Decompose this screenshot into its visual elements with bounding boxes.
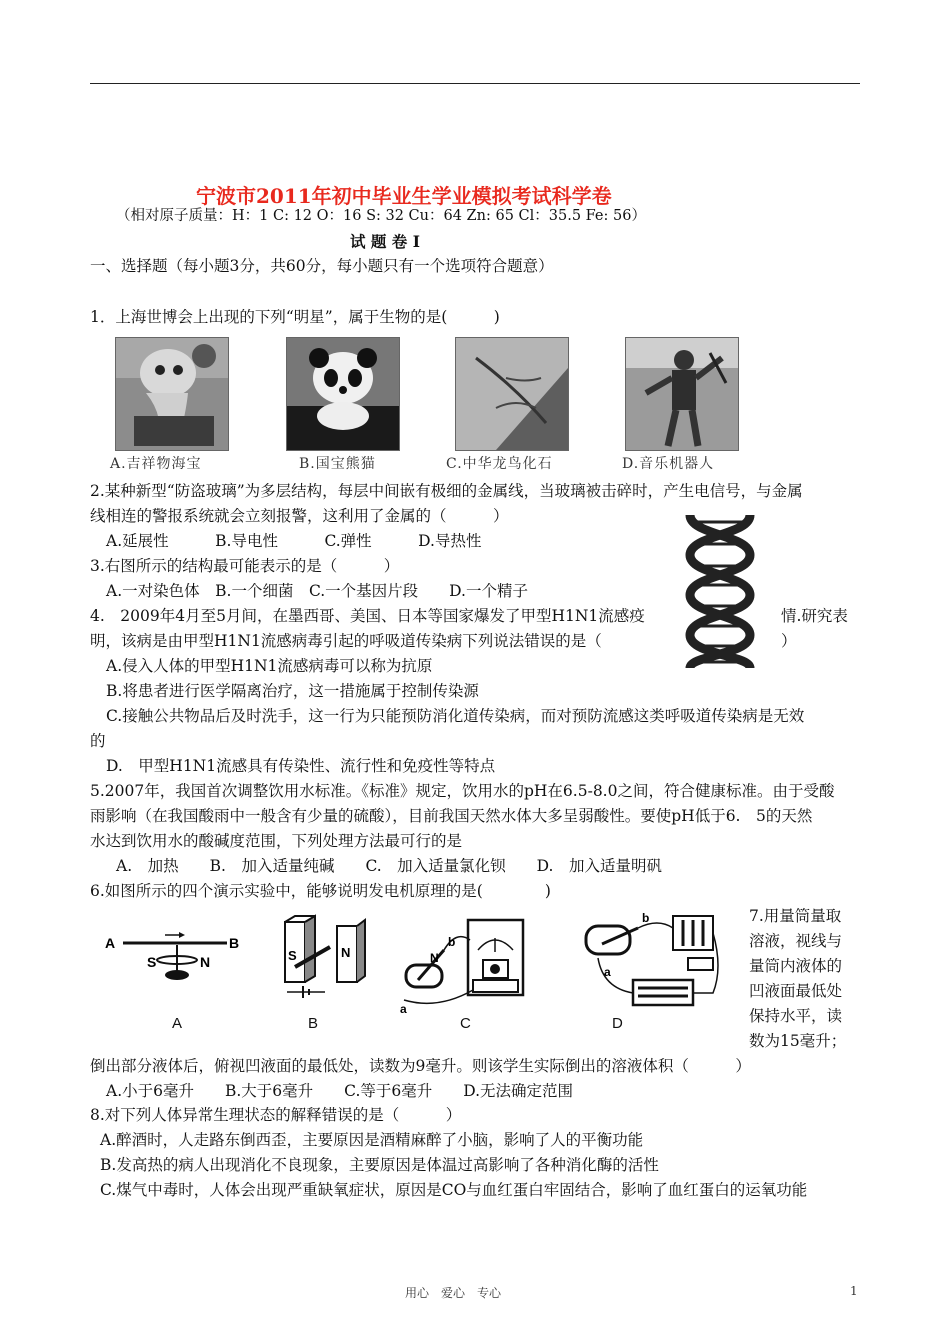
q5-line1: 5.2007年，我国首次调整饮用水标准。《标准》规定，饮用水的pH在6.5-8.0之间，符合健康标准。由于受酸 bbox=[90, 782, 835, 800]
experiment-d-label-b: b bbox=[642, 911, 650, 925]
experiment-label-a: A bbox=[172, 1015, 183, 1032]
q5-options: A. 加热 B. 加入适量纯碱 C. 加入适量氯化钡 D. 加入适量明矾 bbox=[116, 857, 662, 875]
q5-line2: 雨影响（在我国酸雨中一般含有少量的硫酸），目前我国天然水体大多呈弱酸性。要使pH低于6. 5的天然 bbox=[90, 807, 813, 825]
q4-line1b: 情.研究表 bbox=[781, 607, 848, 625]
q2-line2: 线相连的警报系统就会立刻报警，这利用了金属的（ ） bbox=[90, 507, 509, 525]
experiment-d-figure bbox=[578, 908, 728, 1018]
q2-options: A.延展性 B.导电性 C.弹性 D.导热性 bbox=[106, 532, 482, 550]
q8-option-c: C.煤气中毒时，人体会出现严重缺氧症状，原因是CO与血红蛋白牢固结合，影响了血红蛋白的运氧功能 bbox=[100, 1181, 808, 1199]
q3-options: A.一对染色体 B.一个细菌 C.一个基因片段 D.一个精子 bbox=[106, 582, 528, 600]
experiment-a-label-a: A bbox=[105, 935, 116, 951]
q8-option-a: A.醉酒时，人走路东倒西歪，主要原因是酒精麻醉了小脑，影响了人的平衡功能 bbox=[100, 1131, 644, 1149]
experiment-label-c: C bbox=[460, 1015, 471, 1032]
q1-caption-b: B.国宝熊猫 bbox=[299, 456, 376, 472]
q4-option-a: A.侵入人体的甲型H1N1流感病毒可以称为抗原 bbox=[106, 657, 433, 675]
experiment-label-d: D bbox=[612, 1015, 623, 1032]
q4-option-c-line2: 的 bbox=[90, 732, 106, 750]
q2-line1: 2.某种新型“防盗玻璃”为多层结构，每层中间嵌有极细的金属线，当玻璃被击碎时，产生电信号，与金属 bbox=[90, 482, 803, 500]
mascot-haibao-photo bbox=[115, 337, 229, 451]
experiment-a-label-n: N bbox=[200, 954, 211, 970]
q7-side-3: 量筒内液体的 bbox=[749, 957, 843, 975]
q7-side-1: 7.用量筒量取 bbox=[749, 907, 842, 925]
experiment-a-label-s: S bbox=[147, 954, 157, 970]
exam-title: 宁波市2011年初中毕业生学业模拟考试科学卷 bbox=[196, 184, 612, 208]
experiment-a-label-b: B bbox=[229, 935, 240, 951]
q7-options: A.小于6毫升 B.大于6毫升 C.等于6毫升 D.无法确定范围 bbox=[106, 1082, 574, 1100]
q4-line1a: 4. 2009年4月至5月间，在墨西哥、美国、日本等国家爆发了甲型H1N1流感疫 bbox=[90, 607, 645, 625]
q1-stem: 1．上海世博会上出现的下列“明星”，属于生物的是( ) bbox=[90, 308, 500, 326]
experiment-c-label-a: a bbox=[400, 1002, 407, 1016]
q7-side-2: 溶液，视线与 bbox=[749, 932, 843, 950]
q8-stem: 8.对下列人体异常生理状态的解释错误的是（ ） bbox=[90, 1106, 462, 1124]
experiment-a-figure bbox=[105, 915, 245, 1010]
dna-helix-figure bbox=[680, 510, 760, 670]
q4-option-d: D. 甲型H1N1流感具有传染性、流行性和免疫性等特点 bbox=[106, 757, 496, 775]
footer-motto: 用心 爱心 专心 bbox=[405, 1286, 502, 1300]
q6-stem: 6.如图所示的四个演示实验中，能够说明发电机原理的是( ) bbox=[90, 882, 551, 900]
q4-line2a: 明，该病是由甲型H1N1流感病毒引起的呼吸道传染病下列说法错误的是（ bbox=[90, 632, 602, 650]
experiment-label-b: B bbox=[308, 1015, 319, 1032]
q4-option-c-line1: C.接触公共物品后及时洗手，这一行为只能预防消化道传染病，而对预防流感这类呼吸道传染病是无效 bbox=[106, 707, 805, 725]
q4-option-b: B.将患者进行医学隔离治疗，这一措施属于控制传染源 bbox=[106, 682, 479, 700]
q7-side-4: 凹液面最低处 bbox=[749, 982, 843, 1000]
page-number: 1 bbox=[850, 1284, 858, 1298]
q4-line2b: ） bbox=[781, 632, 797, 650]
q3-stem: 3.右图所示的结构最可能表示的是（ ） bbox=[90, 557, 400, 575]
part1-heading: 一、选择题（每小题3分，共60分，每小题只有一个选项符合题意） bbox=[90, 257, 554, 275]
experiment-b-label-s: S bbox=[288, 948, 297, 963]
q5-line3: 水达到饮用水的酸碱度范围，下列处理方法最可行的是 bbox=[90, 832, 463, 850]
experiment-d-label-a: a bbox=[604, 965, 611, 979]
q1-caption-d: D.音乐机器人 bbox=[622, 456, 715, 472]
experiment-c-label-b: b bbox=[448, 935, 456, 949]
q1-caption-a: A.吉祥物海宝 bbox=[110, 456, 202, 472]
atomic-masses: （相对原子质量：H：1 C: 12 O：16 S: 32 Cu：64 Zn: 65 Cl：35.5 Fe: 56） bbox=[116, 208, 646, 224]
experiment-c-figure bbox=[398, 910, 538, 1020]
q7-side-6: 数为15毫升； bbox=[749, 1032, 847, 1050]
q1-caption-c: C.中华龙鸟化石 bbox=[446, 456, 553, 472]
experiment-b-figure bbox=[275, 912, 375, 1012]
experiment-b-label-n: N bbox=[341, 945, 351, 960]
q7-side-5: 保持水平，读 bbox=[749, 1007, 843, 1025]
q7-line: 倒出部分液体后，俯视凹液面的最低处，读数为9毫升。则该学生实际倒出的溶液体积（ ） bbox=[90, 1057, 751, 1075]
section-title: 试 题 卷 I bbox=[350, 232, 420, 251]
music-robot-photo bbox=[625, 337, 739, 451]
q8-option-b: B.发高热的病人出现消化不良现象，主要原因是体温过高影响了各种消化酶的活性 bbox=[100, 1156, 659, 1174]
header-rule bbox=[90, 83, 860, 84]
panda-photo bbox=[286, 337, 400, 451]
experiment-c-label-n: N bbox=[430, 951, 439, 965]
dinosaur-bird-fossil-photo bbox=[455, 337, 569, 451]
